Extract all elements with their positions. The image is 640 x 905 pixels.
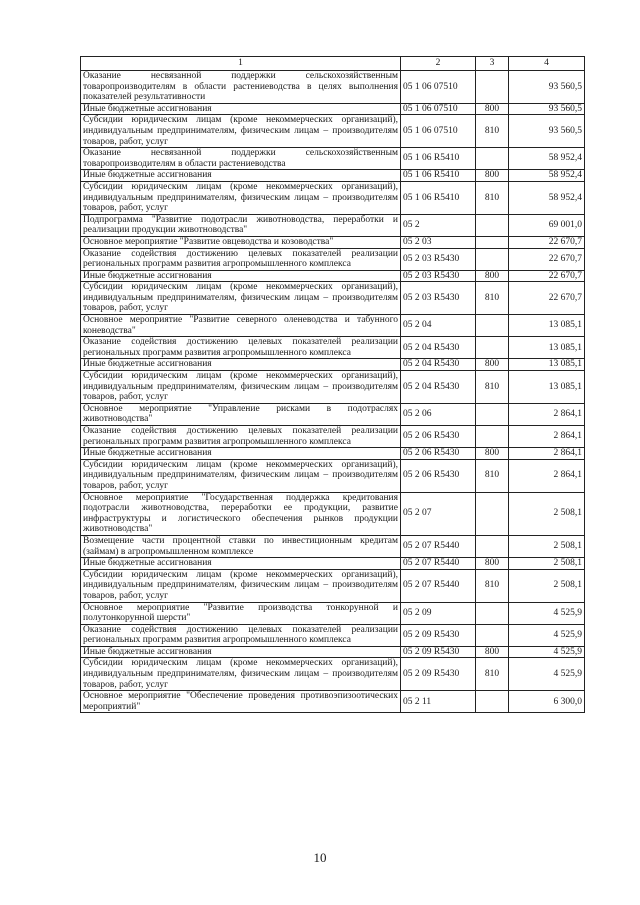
row-name-cell: Оказание содействия достижению целевых показателей реализации региональных программ развития агропромышленного комплекса <box>81 248 401 270</box>
table-row <box>81 148 585 170</box>
row-sum-cell: 2 508,1 <box>509 492 585 535</box>
row-type-cell: 800 <box>476 270 509 282</box>
table-row <box>81 492 585 535</box>
table-row <box>81 371 585 404</box>
row-code-cell: 05 2 04 R5430 <box>401 359 476 371</box>
row-name-cell: Основное мероприятие "Обеспечение проведения противоэпизоотических мероприятий" <box>81 691 401 713</box>
row-code-cell: 05 2 09 R5430 <box>401 646 476 658</box>
row-name-cell: Возмещение части процентной ставки по инвестиционным кредитам (займам) в агропромышленном комплексе <box>81 535 401 557</box>
table-row <box>81 103 585 115</box>
table-row <box>81 214 585 236</box>
row-name-cell: Иные бюджетные ассигнования <box>81 646 401 658</box>
row-name-cell: Субсидии юридическим лицам (кроме некоммерческих организаций), индивидуальным предпринимателям, физическим лицам – производителям товаров, работ, услуг <box>81 459 401 492</box>
header-row <box>81 57 585 71</box>
row-type-cell <box>476 315 509 337</box>
row-name-cell: Иные бюджетные ассигнования <box>81 359 401 371</box>
row-name-cell: Иные бюджетные ассигнования <box>81 103 401 115</box>
row-code-cell: 05 1 06 R5410 <box>401 181 476 214</box>
row-type-cell <box>476 248 509 270</box>
row-code-cell: 05 2 06 R5430 <box>401 448 476 460</box>
row-sum-cell: 58 952,4 <box>509 181 585 214</box>
row-type-cell: 810 <box>476 115 509 148</box>
row-code-cell: 05 2 07 <box>401 492 476 535</box>
row-sum-cell: 6 300,0 <box>509 691 585 713</box>
table-row <box>81 646 585 658</box>
table-row <box>81 448 585 460</box>
table-row <box>81 248 585 270</box>
row-sum-cell: 22 670,7 <box>509 236 585 248</box>
row-code-cell: 05 1 06 R5410 <box>401 148 476 170</box>
row-name-cell: Субсидии юридическим лицам (кроме некоммерческих организаций), индивидуальным предпринимателям, физическим лицам – производителям товаров, работ, услуг <box>81 181 401 214</box>
header-col-1: 1 <box>81 57 401 71</box>
row-sum-cell: 13 085,1 <box>509 371 585 404</box>
table-row <box>81 459 585 492</box>
header-col-4: 4 <box>509 57 585 71</box>
row-code-cell: 05 1 06 R5410 <box>401 170 476 182</box>
row-name-cell: Субсидии юридическим лицам (кроме некоммерческих организаций), индивидуальным предпринимателям, физическим лицам – производителям товаров, работ, услуг <box>81 282 401 315</box>
row-type-cell <box>476 403 509 425</box>
table-row <box>81 270 585 282</box>
row-code-cell: 05 1 06 07510 <box>401 71 476 104</box>
table-row <box>81 315 585 337</box>
row-name-cell: Оказание содействия достижению целевых показателей реализации региональных программ развития агропромышленного комплекса <box>81 426 401 448</box>
row-sum-cell: 2 508,1 <box>509 535 585 557</box>
row-code-cell: 05 1 06 07510 <box>401 115 476 148</box>
row-type-cell: 800 <box>476 359 509 371</box>
table-row <box>81 282 585 315</box>
row-code-cell: 05 2 07 R5440 <box>401 535 476 557</box>
table-body <box>81 71 585 713</box>
row-code-cell: 05 2 <box>401 214 476 236</box>
row-sum-cell: 4 525,9 <box>509 602 585 624</box>
row-sum-cell: 2 864,1 <box>509 426 585 448</box>
row-type-cell: 810 <box>476 459 509 492</box>
row-sum-cell: 22 670,7 <box>509 282 585 315</box>
table-row <box>81 569 585 602</box>
row-sum-cell: 93 560,5 <box>509 103 585 115</box>
row-type-cell <box>476 535 509 557</box>
row-sum-cell: 22 670,7 <box>509 248 585 270</box>
row-type-cell: 810 <box>476 371 509 404</box>
row-sum-cell: 2 864,1 <box>509 459 585 492</box>
row-sum-cell: 93 560,5 <box>509 71 585 104</box>
row-type-cell: 810 <box>476 658 509 691</box>
row-name-cell: Иные бюджетные ассигнования <box>81 270 401 282</box>
table-row <box>81 71 585 104</box>
row-type-cell: 810 <box>476 569 509 602</box>
row-code-cell: 05 2 04 R5430 <box>401 371 476 404</box>
table-row <box>81 170 585 182</box>
budget-table <box>80 56 585 713</box>
table-row <box>81 658 585 691</box>
table-row <box>81 602 585 624</box>
row-sum-cell: 22 670,7 <box>509 270 585 282</box>
row-sum-cell: 58 952,4 <box>509 170 585 182</box>
row-name-cell: Субсидии юридическим лицам (кроме некоммерческих организаций), индивидуальным предпринимателям, физическим лицам – производителям товаров, работ, услуг <box>81 569 401 602</box>
row-sum-cell: 2 864,1 <box>509 448 585 460</box>
table-row <box>81 337 585 359</box>
row-code-cell: 05 2 03 R5430 <box>401 248 476 270</box>
row-sum-cell: 58 952,4 <box>509 148 585 170</box>
row-name-cell: Субсидии юридическим лицам (кроме некоммерческих организаций), индивидуальным предпринимателям, физическим лицам – производителям товаров, работ, услуг <box>81 371 401 404</box>
row-code-cell: 05 2 09 R5430 <box>401 624 476 646</box>
row-name-cell: Субсидии юридическим лицам (кроме некоммерческих организаций), индивидуальным предпринимателям, физическим лицам – производителям товаров, работ, услуг <box>81 115 401 148</box>
row-sum-cell: 4 525,9 <box>509 624 585 646</box>
row-type-cell: 800 <box>476 646 509 658</box>
row-type-cell <box>476 148 509 170</box>
row-name-cell: Основное мероприятие "Государственная поддержка кредитования подотрасли животноводства, переработки ее продукции, развитие инфраструктуры и логистического обеспечения рынков продукции животноводства" <box>81 492 401 535</box>
row-type-cell <box>476 691 509 713</box>
table-row <box>81 359 585 371</box>
row-type-cell: 800 <box>476 558 509 570</box>
row-type-cell: 800 <box>476 448 509 460</box>
row-code-cell: 05 2 07 R5440 <box>401 569 476 602</box>
row-type-cell: 810 <box>476 181 509 214</box>
document-page <box>80 56 584 713</box>
page-number: 10 <box>313 850 327 865</box>
row-type-cell <box>476 214 509 236</box>
row-name-cell: Иные бюджетные ассигнования <box>81 170 401 182</box>
table-row <box>81 558 585 570</box>
row-sum-cell: 13 085,1 <box>509 359 585 371</box>
row-sum-cell: 2 508,1 <box>509 569 585 602</box>
row-name-cell: Субсидии юридическим лицам (кроме некоммерческих организаций), индивидуальным предпринимателям, физическим лицам – производителям товаров, работ, услуг <box>81 658 401 691</box>
row-code-cell: 05 2 09 R5430 <box>401 658 476 691</box>
row-code-cell: 05 2 03 <box>401 236 476 248</box>
row-sum-cell: 4 525,9 <box>509 658 585 691</box>
table-row <box>81 403 585 425</box>
row-code-cell: 05 2 04 <box>401 315 476 337</box>
row-name-cell: Иные бюджетные ассигнования <box>81 558 401 570</box>
row-name-cell: Оказание несвязанной поддержки сельскохозяйственным товаропроизводителям в области растениеводства в целях выполнения показателей результативности <box>81 71 401 104</box>
row-code-cell: 05 2 03 R5430 <box>401 282 476 315</box>
row-code-cell: 05 2 06 R5430 <box>401 426 476 448</box>
row-type-cell <box>476 71 509 104</box>
row-name-cell: Основное мероприятие "Развитие овцеводства и козоводства" <box>81 236 401 248</box>
row-sum-cell: 13 085,1 <box>509 337 585 359</box>
row-name-cell: Оказание несвязанной поддержки сельскохозяйственным товаропроизводителям в области растениеводства <box>81 148 401 170</box>
row-type-cell <box>476 624 509 646</box>
table-row <box>81 236 585 248</box>
row-type-cell: 800 <box>476 170 509 182</box>
table-row <box>81 426 585 448</box>
row-type-cell: 810 <box>476 282 509 315</box>
row-type-cell <box>476 337 509 359</box>
row-sum-cell: 69 001,0 <box>509 214 585 236</box>
table-row <box>81 624 585 646</box>
header-col-2: 2 <box>401 57 476 71</box>
row-sum-cell: 2 508,1 <box>509 558 585 570</box>
row-code-cell: 05 2 06 <box>401 403 476 425</box>
row-code-cell: 05 2 03 R5430 <box>401 270 476 282</box>
row-name-cell: Оказание содействия достижению целевых показателей реализации региональных программ развития агропромышленного комплекса <box>81 624 401 646</box>
table-header <box>81 57 585 71</box>
row-sum-cell: 13 085,1 <box>509 315 585 337</box>
row-code-cell: 05 2 09 <box>401 602 476 624</box>
row-type-cell <box>476 236 509 248</box>
header-col-3: 3 <box>476 57 509 71</box>
table-row <box>81 535 585 557</box>
row-code-cell: 05 2 07 R5440 <box>401 558 476 570</box>
row-type-cell <box>476 492 509 535</box>
row-name-cell: Основное мероприятие "Развитие производства тонкорунной и полутонкорунной шерсти" <box>81 602 401 624</box>
row-code-cell: 05 2 04 R5430 <box>401 337 476 359</box>
row-sum-cell: 4 525,9 <box>509 646 585 658</box>
row-name-cell: Подпрограмма "Развитие подотрасли животноводства, переработки и реализации продукции животноводства" <box>81 214 401 236</box>
row-sum-cell: 2 864,1 <box>509 403 585 425</box>
row-type-cell <box>476 602 509 624</box>
row-name-cell: Оказание содействия достижению целевых показателей реализации региональных программ развития агропромышленного комплекса <box>81 337 401 359</box>
table-row <box>81 691 585 713</box>
row-type-cell <box>476 426 509 448</box>
row-type-cell: 800 <box>476 103 509 115</box>
row-name-cell: Основное мероприятие "Управление рисками в подотраслях животноводства" <box>81 403 401 425</box>
row-code-cell: 05 1 06 07510 <box>401 103 476 115</box>
row-code-cell: 05 2 11 <box>401 691 476 713</box>
table-row <box>81 115 585 148</box>
row-name-cell: Основное мероприятие "Развитие северного оленеводства и табунного коневодства" <box>81 315 401 337</box>
row-sum-cell: 93 560,5 <box>509 115 585 148</box>
row-name-cell: Иные бюджетные ассигнования <box>81 448 401 460</box>
row-code-cell: 05 2 06 R5430 <box>401 459 476 492</box>
table-row <box>81 181 585 214</box>
